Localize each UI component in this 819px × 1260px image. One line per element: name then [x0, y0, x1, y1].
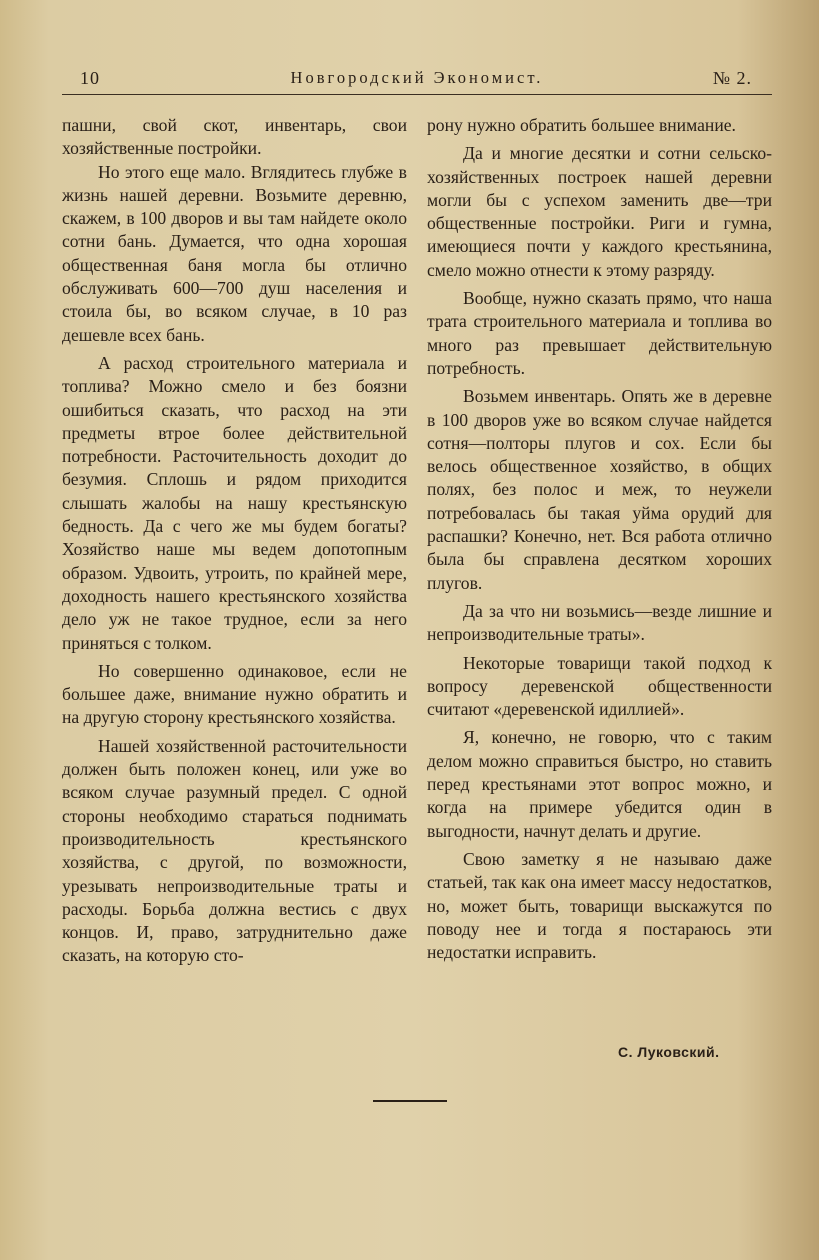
issue-number: № 2. [712, 68, 752, 88]
paragraph: Я, конечно, не говорю, что с таким делом можно справиться быстро, но ставить перед крестьянами этот вопрос можно, и когда на примере убедится один в выгодности, начнут делать и другие. [427, 727, 772, 841]
page-number: 10 [80, 68, 100, 88]
paragraph: Но совершенно одинаковое, если не большее даже, внимание нужно обратить и на другую сторону крестьянского хозяйства. [62, 660, 407, 728]
paragraph: Да за что ни возьмись—везде лишние и непроизводительные траты». [427, 600, 772, 645]
right-column [427, 114, 772, 964]
paragraph: Но этого еще мало. Вглядитесь глубже в жизнь нашей деревни. Возьмите деревню, скажем, в 100 дворов и вы там найдете около сотни бань. Думается, что одна хорошая общественная баня могла бы отлично обслуживать 600—700 душ населения и стоила бы, во всяком случае, в 10 раз дешевле всех бань. [62, 161, 407, 345]
paragraph: Нашей хозяйственной расточительности должен быть положен конец, или уже во всяком случае разумный предел. С одной стороны необходимо стараться поднимать производительность крестьянского хозяйства, с другой, по возможности, урезывать непроизводительные траты и расходы. Борьба должна вестись с двух концов. И, право, затруднительно даже сказать, на которую сто- [62, 735, 407, 966]
paragraph: А расход строительного материала и топлива? Можно смело и без боязни ошибиться сказать, что расход на эти предметы втрое более действительной потребности. Расточительность доходит до безумия. Сплошь и рядом приходится слышать жалобы на нашу крестьянскую бедность. Да с чего же мы будем богаты? Хозяйство наше мы ведем допотопным образом. Удвоить, утроить, по крайней мере, доходность нашего крестьянского хозяйства дело уж не такое трудное, если за него приняться с толком. [62, 352, 407, 653]
paragraph: Вообще, нужно сказать прямо, что наша трата строительного материала и топлива во много раз превышает действительную потребность. [427, 288, 772, 378]
paragraph: Возьмем инвентарь. Опять же в деревне в 100 дворов уже во всяком случае найдется сотня—полторы плугов и сох. Если бы велось общественное хозяйство, в общих полях, без полос и меж, то неужели потребовалась бы такая уйма орудий для распашки? Конечно, нет. Вся работа отлично была бы справлена десятком хороших плугов. [427, 386, 772, 593]
paragraph: Да и многие десятки и сотни сельско-хозяйственных построек нашей деревни могли бы с успехом заменить две—три общественные постройки. Риги и гумна, имеющиеся почти у каждого крестьянина, смело можно отнести к этому разряду. [427, 143, 772, 280]
left-column [62, 114, 407, 968]
paragraph: пашни, свой скот, инвентарь, свои хозяйственные постройки. [62, 115, 407, 159]
journal-title: Новгородский Экономист. [290, 68, 544, 87]
paragraph: рону нужно обратить большее внимание. [427, 115, 736, 135]
author-signature: С. Луковский. [618, 1044, 720, 1060]
end-rule [373, 1100, 447, 1102]
page-header [62, 66, 772, 95]
paragraph: Некоторые товарищи такой подход к вопросу деревенской общественности считают «деревенской идиллией». [427, 652, 772, 720]
paragraph: Свою заметку я не называю даже статьей, так как она имеет массу недостатков, но, может быть, товарищи выскажутся по поводу нее и тогда я постараюсь эти недостатки исправить. [427, 848, 772, 963]
